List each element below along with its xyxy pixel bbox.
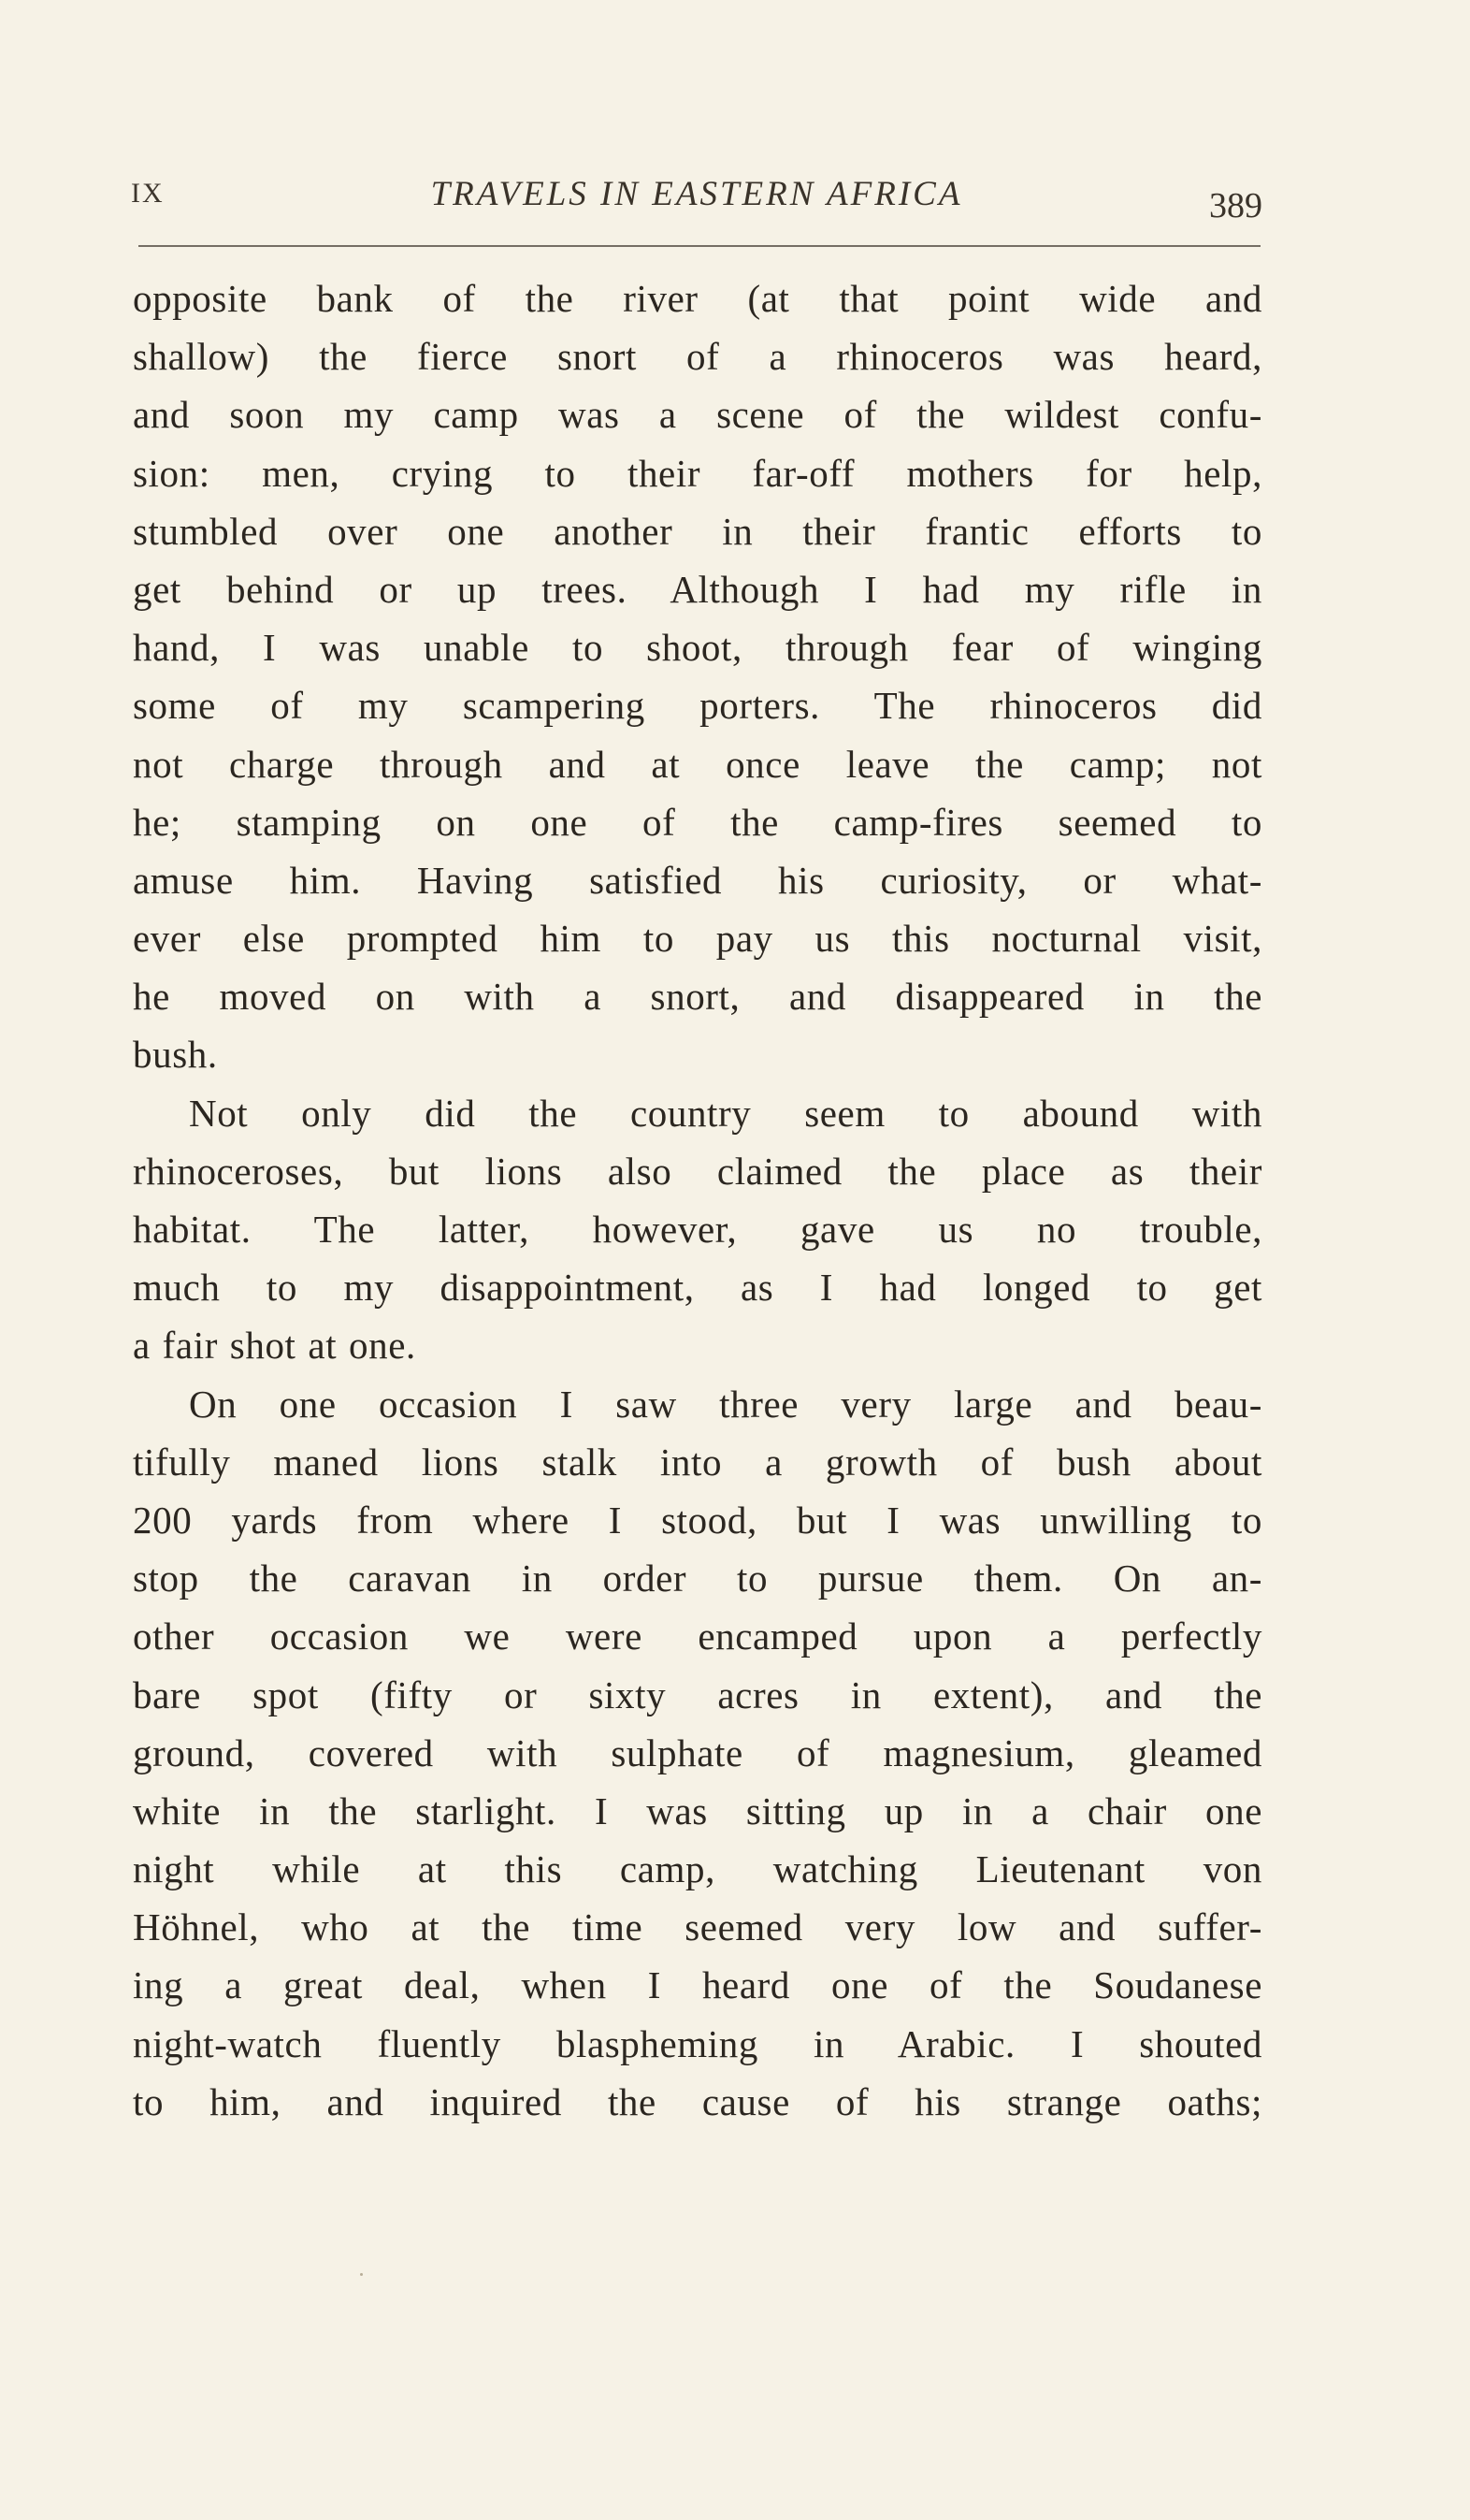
paragraph — [133, 269, 1262, 1084]
header-rule — [138, 245, 1261, 247]
text-line: ground, covered with sulphate of magnesium, gleamed — [133, 1731, 1262, 1774]
text-line: stop the caravan in order to pursue them. On an- — [133, 1557, 1262, 1600]
text-line: habitat. The latter, however, gave us no trouble, — [133, 1208, 1262, 1251]
text-line: white in the starlight. I was sitting up in a chair one — [133, 1789, 1262, 1832]
text-line: tifully maned lions stalk into a growth of bush about — [133, 1440, 1262, 1484]
text-line: he moved on with a snort, and disappeared in the — [133, 975, 1262, 1019]
text-line: bush. — [133, 1033, 218, 1077]
text-line: rhinoceroses, but lions also claimed the place as their — [133, 1149, 1262, 1193]
text-line: much to my disappointment, as I had longed to get — [133, 1266, 1262, 1310]
text-line: shallow) the fierce snort of a rhinoceros was heard, — [133, 335, 1262, 379]
text-line: some of my scampering porters. The rhinoceros did — [133, 684, 1262, 728]
text-line: a fair shot at one. — [133, 1324, 416, 1368]
text-line: 200 yards from where I stood, but I was unwilling to — [133, 1498, 1262, 1542]
running-head — [131, 175, 1262, 234]
chapter-number: IX — [131, 178, 165, 209]
text-line: hand, I was unable to shoot, through fear of winging — [133, 626, 1262, 670]
text-line: Not only did the country seem to abound with — [189, 1091, 1262, 1135]
text-line: opposite bank of the river (at that point wide and — [133, 277, 1262, 320]
text-line: night-watch fluently blaspheming in Arabic. I shouted — [133, 2021, 1262, 2065]
text-line: not charge through and at once leave the camp; not — [133, 742, 1262, 786]
text-line: to him, and inquired the cause of his strange oaths; — [133, 2079, 1262, 2123]
text-line: On one occasion I saw three very large and beau- — [189, 1382, 1262, 1426]
text-line: other occasion we were encamped upon a perfectly — [133, 1615, 1262, 1658]
body-text — [133, 269, 1262, 2131]
text-line: he; stamping on one of the camp-fires seemed to — [133, 800, 1262, 844]
paragraph — [133, 1084, 1262, 1375]
text-line: sion: men, crying to their far-off mothers for help, — [133, 451, 1262, 495]
text-line: and soon my camp was a scene of the wildest confu- — [133, 393, 1262, 437]
text-line: stumbled over one another in their frantic efforts to — [133, 509, 1262, 553]
text-line: ing a great deal, when I heard one of the Soudanese — [133, 1963, 1262, 2007]
paper-speck — [360, 2273, 363, 2276]
page-number: 389 — [1209, 186, 1262, 225]
running-title: TRAVELS IN EASTERN AFRICA — [430, 175, 963, 213]
text-line: Höhnel, who at the time seemed very low and suffer- — [133, 1905, 1262, 1949]
text-line: amuse him. Having satisfied his curiosity, or what- — [133, 858, 1262, 902]
text-line: ever else prompted him to pay us this nocturnal visit, — [133, 917, 1262, 961]
text-line: bare spot (fifty or sixty acres in extent), and the — [133, 1673, 1262, 1716]
text-line: get behind or up trees. Although I had my rifle in — [133, 567, 1262, 611]
paragraph — [133, 1375, 1262, 2131]
text-line: night while at this camp, watching Lieutenant von — [133, 1847, 1262, 1891]
